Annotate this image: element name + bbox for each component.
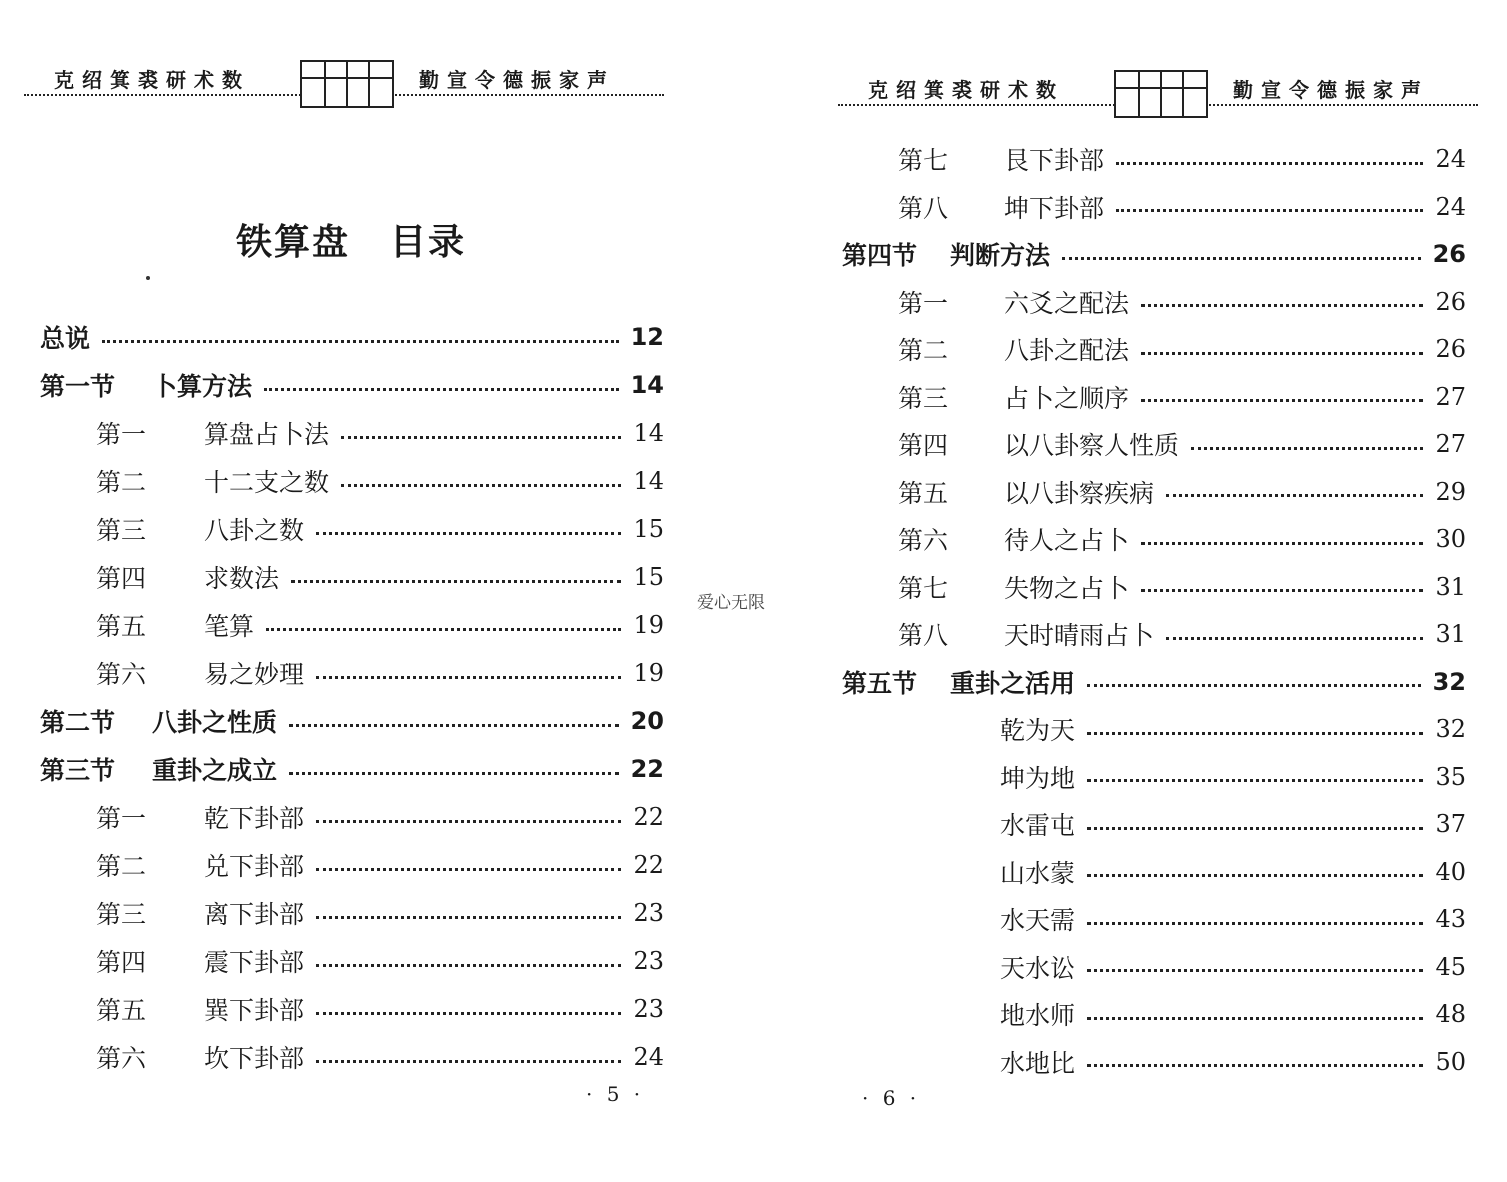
dot-leader — [316, 868, 621, 871]
dot-leader — [341, 484, 621, 487]
toc-entry-number: 第五节 — [842, 668, 918, 698]
dot-leader — [266, 628, 621, 631]
toc-page-number: 37 — [1435, 810, 1466, 838]
toc-entry-title: 坤为地 — [1000, 763, 1076, 793]
toc-entry — [96, 462, 664, 500]
toc-entry-number: 第六 — [898, 526, 949, 555]
toc-page-number: 24 — [1435, 192, 1466, 221]
toc-entry — [96, 942, 664, 980]
toc-entry-title: 重卦之成立 — [152, 756, 278, 785]
dot-leader — [291, 580, 621, 583]
toc-entry-title: 水天需 — [1000, 906, 1076, 935]
toc-page-number: 22 — [633, 803, 664, 831]
book-title: 铁算盘 — [236, 222, 351, 263]
toc-page-number: 27 — [1435, 430, 1466, 458]
toc-entry-title: 重卦之活用 — [950, 668, 1076, 698]
dot-leader — [264, 388, 619, 391]
toc-entry — [1000, 853, 1466, 891]
toc-entry-number: 第四节 — [842, 241, 918, 270]
dot-leader — [1166, 494, 1423, 497]
toc-page-number: 35 — [1435, 762, 1466, 791]
toc-entry — [1000, 805, 1466, 843]
toc-entry-title: 八卦之性质 — [152, 708, 278, 737]
header-motto-left: 克绍箕裘研术数 — [868, 78, 1064, 102]
toc-entry-title: 坎下卦部 — [204, 1044, 305, 1073]
dot-leader — [1141, 589, 1423, 592]
dot-leader — [1062, 257, 1421, 260]
toc-entry-number: 第一 — [96, 420, 147, 449]
toc-entry-title: 乾为天 — [1000, 716, 1076, 745]
dot-leader — [1191, 447, 1423, 450]
toc-page-number: 31 — [1435, 572, 1466, 601]
toc-entry-number: 第三 — [898, 383, 949, 413]
page-number: · 6 · — [862, 1086, 921, 1110]
toc-page-number: 24 — [1435, 145, 1466, 173]
toc-entry — [96, 558, 664, 596]
watermark: 爱心无限 — [697, 593, 765, 613]
toc-page-number: 31 — [1435, 620, 1466, 648]
dot-leader — [1116, 162, 1423, 165]
toc-entry — [1000, 900, 1466, 938]
toc-page-number: 14 — [633, 419, 664, 447]
dot-leader — [289, 724, 619, 727]
toc-entry-number: 第四 — [96, 948, 147, 977]
dot-leader — [1087, 684, 1421, 687]
toc-entry — [96, 606, 664, 644]
toc-section-entry — [40, 702, 664, 740]
toc-entry-number: 第六 — [96, 1044, 147, 1073]
toc-entry-title: 山水蒙 — [1000, 858, 1076, 888]
toc-entry-title: 以八卦察疾病 — [1004, 478, 1155, 508]
toc-page-number: 27 — [1435, 382, 1466, 411]
toc-section-entry — [842, 235, 1466, 273]
toc-entry-title: 震下卦部 — [204, 948, 305, 977]
toc-heading: 目录 — [390, 222, 467, 263]
toc-entry-number: 第一 — [898, 288, 949, 318]
toc-entry — [96, 798, 664, 836]
toc-entry — [1000, 1043, 1466, 1081]
abacus-icon — [1114, 70, 1208, 118]
dot-leader — [1141, 304, 1423, 307]
toc-page-number: 20 — [630, 707, 664, 735]
dot-leader — [1141, 352, 1423, 355]
dot-leader — [1141, 542, 1423, 545]
toc-entry-number: 第二 — [96, 468, 147, 497]
toc-page-number: 29 — [1435, 477, 1466, 506]
toc-entry-number: 第八 — [898, 621, 949, 650]
toc-entry — [898, 188, 1466, 226]
page-title — [236, 214, 466, 265]
toc-entry-title: 判断方法 — [950, 241, 1051, 270]
dot-leader — [1087, 1017, 1423, 1020]
toc-entry — [898, 615, 1466, 653]
toc-entry-title: 八卦之数 — [204, 516, 305, 545]
toc-entry-title: 坤下卦部 — [1004, 193, 1105, 223]
toc-entry-number: 第四 — [96, 564, 147, 593]
toc-entry-number: 第五 — [96, 612, 147, 641]
toc-page-number: 26 — [1432, 240, 1466, 268]
dot-leader — [1087, 1064, 1423, 1067]
header-motto-left: 克绍箕裘研术数 — [54, 68, 250, 92]
toc-page-number: 26 — [1435, 335, 1466, 363]
toc-entry-title: 十二支之数 — [204, 468, 330, 497]
toc-entry-title: 占卜之顺序 — [1004, 383, 1130, 413]
dot-leader — [1166, 637, 1423, 640]
toc-entry-number: 第六 — [96, 660, 147, 689]
dot-leader — [316, 916, 621, 919]
toc-section-entry — [40, 750, 664, 788]
toc-entry — [96, 846, 664, 884]
dot-leader — [316, 1060, 621, 1063]
toc-entry-title: 离下卦部 — [204, 900, 305, 929]
dot-leader — [1141, 399, 1423, 402]
dot-leader — [1087, 922, 1423, 925]
dot-leader — [102, 340, 619, 343]
page-number: · 5 · — [586, 1082, 645, 1106]
dot-leader — [1116, 209, 1423, 212]
dot-leader — [1087, 732, 1423, 735]
dot-leader — [1087, 827, 1423, 830]
toc-entry-title: 卜算方法 — [152, 372, 253, 401]
toc-entry-title: 乾下卦部 — [204, 804, 305, 833]
toc-entry — [96, 894, 664, 932]
left-page — [0, 0, 700, 1182]
print-speck — [146, 276, 150, 280]
toc-entry — [1000, 758, 1466, 796]
toc-entry — [1000, 995, 1466, 1033]
toc-entry — [898, 568, 1466, 606]
toc-entry-number: 第五 — [898, 478, 949, 508]
abacus-icon — [300, 60, 394, 108]
toc-entry-number: 第二节 — [40, 708, 116, 737]
toc-entry — [96, 654, 664, 692]
toc-page-number: 48 — [1435, 1000, 1466, 1028]
toc-page-number: 26 — [1435, 287, 1466, 316]
toc-page-number: 30 — [1435, 525, 1466, 553]
toc-page-number: 19 — [633, 659, 664, 687]
toc-page-number: 24 — [633, 1043, 664, 1071]
toc-entry-title: 以八卦察人性质 — [1004, 431, 1180, 460]
toc-entry — [96, 1038, 664, 1076]
toc-entry-title: 失物之占卜 — [1004, 573, 1130, 603]
toc-page-number: 14 — [633, 467, 664, 495]
toc-entry-number: 第四 — [898, 431, 949, 460]
toc-entry-title: 地水师 — [1000, 1001, 1076, 1030]
toc-page-number: 50 — [1435, 1047, 1466, 1076]
toc-entry-number: 第七 — [898, 573, 949, 603]
dot-leader — [316, 532, 621, 535]
toc-page-number: 45 — [1435, 952, 1466, 981]
toc-section-entry — [842, 663, 1466, 701]
toc-entry-number: 第一节 — [40, 372, 116, 401]
toc-entry-number: 第三 — [96, 516, 147, 545]
toc-entry-title: 兑下卦部 — [204, 852, 305, 881]
toc-entry-title: 六爻之配法 — [1004, 288, 1130, 318]
toc-entry — [898, 330, 1466, 368]
toc-entry — [898, 425, 1466, 463]
dot-leader — [1087, 779, 1423, 782]
running-header — [838, 66, 1478, 122]
toc-entry-number: 第七 — [898, 146, 949, 175]
dot-leader — [316, 1012, 621, 1015]
toc-section-entry — [40, 366, 664, 404]
toc-entry — [1000, 710, 1466, 748]
right-page — [820, 0, 1507, 1182]
toc-page-number: 22 — [633, 851, 664, 879]
toc-entry-number: 第一 — [96, 804, 147, 833]
toc-entry — [898, 378, 1466, 416]
toc-entry-title: 艮下卦部 — [1004, 146, 1105, 175]
toc-entry — [898, 140, 1466, 178]
toc-entry-number: 第二 — [898, 336, 949, 365]
toc-entry — [96, 510, 664, 548]
toc-entry-title: 天水讼 — [1000, 953, 1076, 983]
toc-entry-title: 算盘占卜法 — [204, 420, 330, 449]
toc-page-number: 19 — [633, 611, 664, 639]
toc-page-number: 23 — [633, 995, 664, 1023]
running-header — [24, 56, 664, 112]
toc-entry-number: 第八 — [898, 193, 949, 223]
toc-page-number: 32 — [1432, 667, 1466, 696]
toc-entry-title: 巽下卦部 — [204, 996, 305, 1025]
dot-leader — [1087, 969, 1423, 972]
toc-entry-title: 易之妙理 — [204, 660, 305, 689]
toc-entry — [1000, 948, 1466, 986]
dot-leader — [1087, 874, 1423, 877]
toc-entry-number: 第三 — [96, 900, 147, 929]
toc-page-number: 43 — [1435, 905, 1466, 933]
toc-page-number: 40 — [1435, 857, 1466, 886]
toc-page-number: 15 — [633, 563, 664, 591]
header-motto-right: 勤宣令德振家声 — [1233, 78, 1429, 102]
toc-entry — [96, 990, 664, 1028]
toc-entry-title: 水雷屯 — [1000, 811, 1076, 840]
toc-entry-title: 水地比 — [1000, 1048, 1076, 1078]
toc-entry-title: 待人之占卜 — [1004, 526, 1130, 555]
toc-page-number: 23 — [633, 899, 664, 927]
dot-leader — [341, 436, 621, 439]
toc-entry — [898, 473, 1466, 511]
dot-leader — [316, 964, 621, 967]
dot-leader — [316, 676, 621, 679]
toc-entry — [96, 414, 664, 452]
header-motto-right: 勤宣令德振家声 — [419, 68, 615, 92]
toc-entry-number: 第五 — [96, 996, 147, 1025]
toc-section-entry — [40, 318, 664, 356]
dot-leader — [316, 820, 621, 823]
toc-page-number: 12 — [630, 323, 664, 351]
toc-entry-number: 总说 — [40, 324, 91, 353]
toc-page-number: 22 — [630, 755, 664, 783]
toc-entry-title: 天时晴雨占卜 — [1004, 621, 1155, 650]
toc-entry-title: 笔算 — [204, 612, 255, 641]
toc-page-number: 15 — [633, 515, 664, 543]
toc-entry-number: 第二 — [96, 852, 147, 881]
dot-leader — [289, 772, 619, 775]
toc-entry — [898, 283, 1466, 321]
toc-page-number: 32 — [1435, 715, 1466, 743]
toc-entry-number: 第三节 — [40, 756, 116, 785]
toc-entry — [898, 520, 1466, 558]
toc-page-number: 14 — [630, 371, 664, 399]
toc-page-number: 23 — [633, 947, 664, 975]
toc-entry-title: 求数法 — [204, 564, 280, 593]
toc-entry-title: 八卦之配法 — [1004, 336, 1130, 365]
